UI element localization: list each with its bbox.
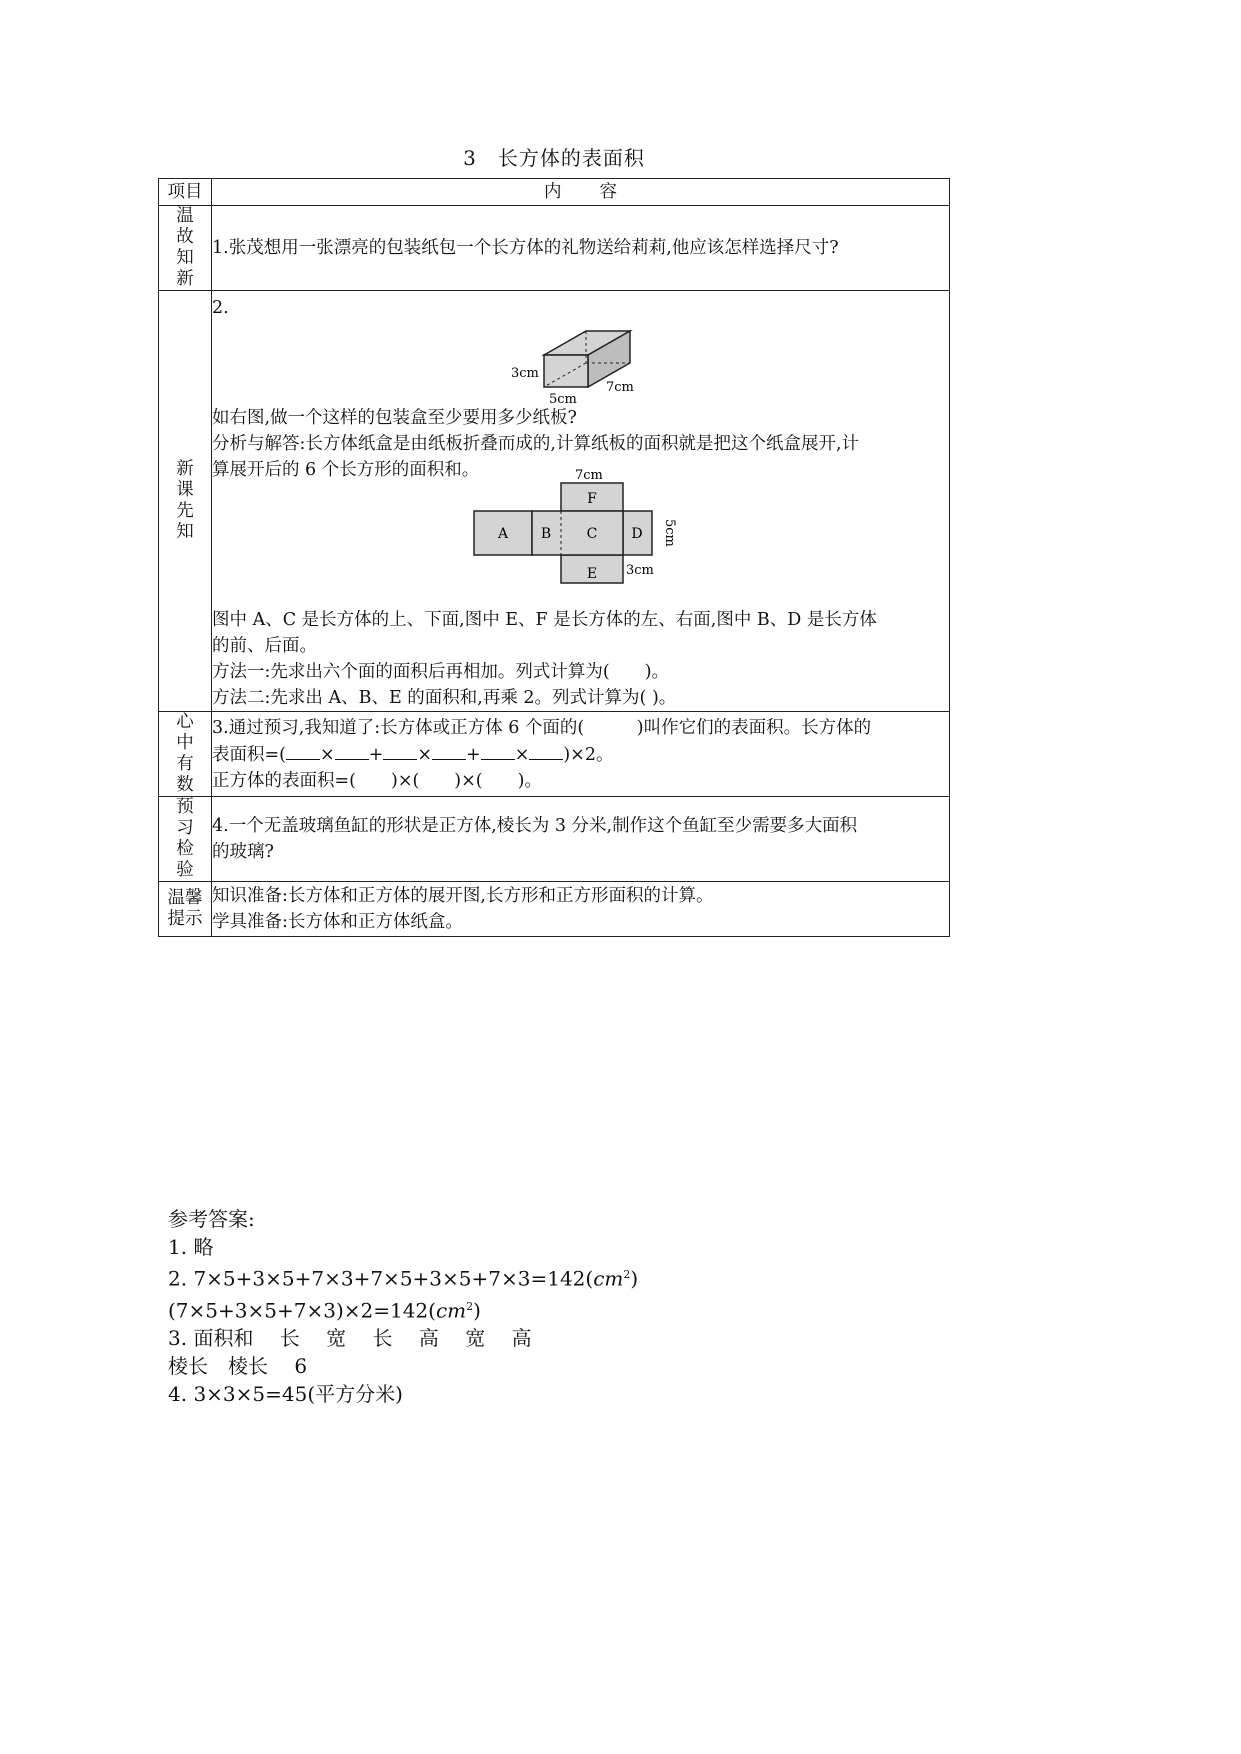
table-row	[159, 291, 950, 712]
row-label-review: 温 故 知 新	[159, 206, 212, 291]
net-label-D: D	[631, 526, 643, 542]
row-label-check: 预 习 检 验	[159, 797, 212, 882]
table-row	[159, 882, 950, 937]
net-bottom-label: 3cm	[626, 563, 654, 578]
answer-4: 4. 3×3×5=45(平方分米)	[168, 1382, 403, 1407]
row-label-new-lesson: 新 课 先 知	[159, 291, 212, 712]
answer-blank[interactable]	[286, 741, 320, 760]
question-4: 4.一个无盖玻璃鱼缸的形状是正方体,棱长为 3 分米,制作这个鱼缸至少需要多大面积 的玻璃?	[212, 797, 950, 882]
net-right-label: 5cm	[662, 519, 677, 547]
height-label: 3cm	[511, 366, 539, 381]
answer-blank[interactable]	[432, 741, 466, 760]
answer-heading: 参考答案:	[168, 1207, 255, 1231]
answer-2a: 2. $7\times 5+3\times 5+7\times 3+7\times 5+3\times 5+7\times 3=142(cm^2)$	[168, 1266, 639, 1291]
question-3: 3.通过预习,我知道了:长方体或正方体 6 个面的( )叫作它们的表面积。长方体的 表面积=( × + × + × )×2。 正方体的表面积=( )×( )×( )。	[212, 712, 950, 797]
header-content: 内容	[212, 179, 950, 206]
table-row	[159, 797, 950, 882]
answer-2b: $(7\times 5+3\times 5+7\times 3)\times 2=142(cm^2)$	[168, 1298, 481, 1323]
net-label-B: B	[540, 526, 552, 542]
surface-area-formula: 表面积=( × + × + × )×2。	[212, 741, 949, 768]
lesson-table	[158, 178, 950, 937]
tips: 知识准备:长方体和正方体的展开图,长方形和正方形面积的计算。 学具准备:长方体和正方体纸盒。	[212, 882, 950, 937]
page-title: 3 长方体的表面积	[463, 146, 645, 170]
answer-blank[interactable]	[481, 741, 515, 760]
row-label-summary: 心 中 有 数	[159, 712, 212, 797]
table-row	[159, 206, 950, 291]
table-header-row	[159, 179, 950, 206]
net-label-F: F	[587, 491, 597, 507]
answer-3a: 3. 面积和 长 宽 长 高 宽 高	[168, 1326, 532, 1351]
answer-key	[168, 1205, 638, 1408]
net-label-E: E	[586, 566, 598, 582]
cuboid-figure	[212, 321, 984, 405]
cuboid-net-figure	[212, 468, 984, 607]
table-row	[159, 712, 950, 797]
width-label: 7cm	[606, 380, 634, 395]
net-label-C: C	[586, 526, 598, 542]
length-label: 5cm	[549, 392, 577, 407]
row-label-tips: 温馨 提示	[159, 882, 212, 937]
answer-blank[interactable]	[335, 741, 369, 760]
net-label-A: A	[497, 526, 509, 542]
answer-blank[interactable]	[529, 741, 563, 760]
question-1: 1.张茂想用一张漂亮的包装纸包一个长方体的礼物送给莉莉,他应该怎样选择尺寸?	[212, 206, 950, 291]
answer-blank[interactable]	[383, 741, 417, 760]
answer-1: 1. 略	[168, 1235, 214, 1259]
header-item: 项目	[159, 179, 212, 206]
net-top-label: 7cm	[575, 468, 603, 483]
answer-3b: 棱长 棱长 6	[168, 1354, 308, 1379]
question-2: 2. 3cm 7cm 5cm 如右图,做一个这样的包装盒至少要用多少纸板? 分析与解答:长方体纸盒是由纸板折叠而成的,计算纸板的面积就是把这个纸盒展开,计 算展开后的 6 个长方形的面积和。 A B C D F E 7cm 5cm 3cm 图中 A、C 是长方体的上、下面,图中 E、F 是长方体的左、右面,图中 B、D 是长方体 的前、后面。 方法一:先求出六个面的面积后再相加。列式计算为( )。 方法二:先求出 A、B、E 的面积和,再乘 2。列式计算为( )。	[212, 291, 950, 712]
